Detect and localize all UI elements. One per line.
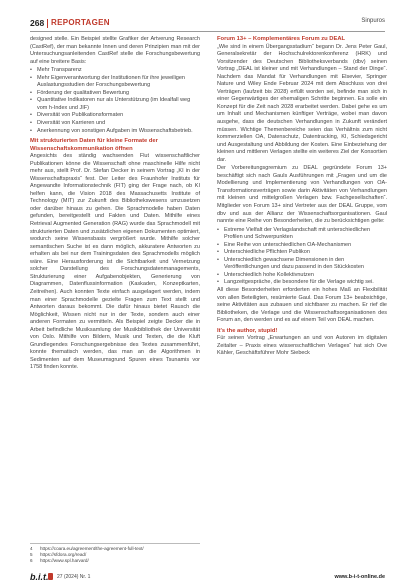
- principles-list: [30, 67, 200, 135]
- list-item: • Eine Reihe von unterschiedlichen OA-Mechanismen: [217, 242, 387, 250]
- list-item: • Mehr Transparenz: [30, 67, 200, 75]
- footnote: 5 https://sfdora.org/read/: [30, 552, 87, 557]
- website-link[interactable]: www.b-i-t-online.de: [334, 574, 385, 580]
- list-item: • Unterschiedlich gewachsene Dimensionen in den Veröffentlichungen und dazu passend in den Stückkosten: [217, 257, 387, 272]
- page-footer: [30, 572, 385, 582]
- footnotes: [30, 543, 200, 564]
- list-item: • Quantitative Indikatoren nur als Unterstützung (im Idealfall weg vom h-Index und JIF): [30, 97, 200, 112]
- list-item: • Diversität von Karrieren und: [30, 120, 200, 128]
- header-rule: [30, 31, 385, 32]
- footnote-link[interactable]: https://www.spl.harvard/: [40, 558, 89, 563]
- list-item: • Unterschiedliche Pflichten Publikon: [217, 249, 387, 257]
- journal-logo: b.i.t.: [30, 572, 49, 582]
- footnote-link[interactable]: https://sfdora.org/read/: [40, 552, 87, 557]
- list-item: • Langzeitgespräche, die besondere für die Verlage wichtig sei.: [217, 279, 387, 287]
- section-heading: Mit strukturierten Daten für kleine Formate der Wissenschaftskommunikation öffnen: [30, 138, 158, 152]
- section-heading: It's the author, stupid!: [217, 327, 278, 334]
- left-column: [30, 36, 200, 373]
- body-paragraph: Für seinen Vortrag „Erwartungen an und von Autoren im digitalen Zeitalter – Praxis eines wissenschaftlichen Verlages“ hat sich Ove Kähler, Geschäftsführer Mohr Siebeck: [217, 335, 387, 357]
- page-header: [30, 18, 385, 30]
- issue-info: 27 (2024) Nr. 1: [57, 574, 91, 580]
- body-paragraph: All diese Besonderheiten erforderten ein hohes Maß an Flexibilität von allen Beteiligten, resümierte Gaul. Das Forum 13+ beabsichtige, seine Aktivitäten aus zubauen und sichtbarer zu machen. Er rief die Bibliotheken, die Verlage und die Wissenschaftsorganisationen des Forum an, den werden und es auf einem Teil von DEAL machen.: [217, 287, 387, 324]
- list-item: • Förderung der qualitativen Bewertung: [30, 90, 200, 98]
- logo-mark: [48, 573, 53, 580]
- list-item: • Extreme Vielfalt der Verlagslandschaft mit unterschiedlichen Profilen und Schwerpunkten: [217, 227, 387, 242]
- body-paragraph: „Wie sind in einem Übergangsstadium“ begann Dr. Jens Peter Gaul, Generalsekretär der Hochschulrektorenkonferenz (HRK) und Vorsitzender des Deutschen Bibliotheksverbands (dbv) seinen Vortrag „DEAL ist kleiner und mit Verhandlungen – Stand der Dinge“. Nachdem das Mandat für Verhandlungen mit Elsevier, Springer Nature und Wiley Ende Februar 2024 mit dem Abschluss von drei Verträgen (laufzeit bis 2028) erfüllt worden sei, befinde man sich in einer Gegenwärtiges der ehemaligen Schritte beginnen. Es solle ein Konzept für die Zeit nach 2028 erarbeitet werden. Dabei gehe es um um Inhalt und Mechanismen künftiger Verträge, wobei man davon ausgehe, dass die deutschen Verhandlungen in Zukunft verändert müssen. Wichtige Themenbereiche seien das Verhältnis zum nicht kommerziellen OA, Datenschutz, Datentracking, KI, Schiedsgericht und Ausgestaltung und Abbildung der Kosten. Eine Einbeziehung der kleinen und mittleren Verlagen stellte ein weiteres Ziel der Konsortien dar.: [217, 43, 387, 163]
- intro-paragraph: designed stelle. Ein Beispiel stellte Grafiker der Artverung Research (CastRef), der man bekannte Innen und deren Prinzipien man mit der Untersuchungsanleitenden CastRef stelle die Forschungsbewertung auf eine breitere Basis:: [30, 36, 200, 65]
- list-item: • Mehr Eigenverantwortung der Institutionen für ihre jeweiligen Auslastungsstudien der Forschungsbewertung: [30, 75, 200, 90]
- page-number: 268: [30, 18, 45, 28]
- right-column: [217, 36, 387, 359]
- body-paragraph: Der Vorbereitungsgremium zu DEAL gegründete Forum 13+ beschäftigt sich nach Gauls Ausführungen mit „Fragen und um die Modellierung und Implementierung von Verhandlungen von OA-Transformationsverträgen sowie darin Aktivitäten von Verhandlungen mit kleinen und mittelgroßen Verlagen bzw. Fachgesellschaften“. Mitglieder von Forum 13+ sind Vertreter aus der DEAL Gruppe, vom dbv und aus der Allianz der Wissenschaftsorganisationen. Gaul nannte eine Reihe von Besonderheiten, die zu berücksichtigen gelte:: [217, 165, 387, 225]
- body-paragraph: Angesichts des ständig wachsenden Flut wissenschaftlicher Publikationen könne die Wissenschaft ohne maschinelle Hilfe nicht mehr aus, stellt Prof. Dr. Stefan Decker in seinem Vortrag „KI in der Wissenschaftspraxis“ fest. Der Leiter des Fraunhofer Instituts für Angewandte Informationstechnik (FIT) ging der Frage nach, ob KI helfen kann, die Vision 2018 des Massachusetts Institute of Technology (MIT) zur Zukunft des Bibliothekswesens umzusetzen oder darüber hinaus zu gehen. Die Sprachmodelle haben Daten gefunden, bereitgestellt und Fakten und Daten. Mithilfe eines Retrieval Augmented Generation (RAG) wurde das Sprachmodell mit strukturierten Daten und zusätzlichen eigenen Dokumenten optimiert, wodurch seine Wissensbasis vergrößert wurde. Mithilfe solcher semantischen Suche ist es dann möglich, akkuratere Antworten zu erhalten als bei nur dem Trainingsdaten des Sprachmodells möglich wäre. Eine Herausforderung ist die Sichtbarkeit und Vernetzung solcher Darstellung des Forschungsdatenmanagements, Strukturierung einer Aufgabenobjekten, Generierung von Diagrammen, Datenflussinformation (Kaskaden, Konzeptkarten, Zeitreihen). Auch konnten Texte einfach ausgelagert werden, indem man einer Sprachmodelle gezielte Fragen zum Text stellt und Antworten daraus bekommt. Die dafür hinaus bietet Rausch die Möglichkeit, Wissen nicht nur in der Texte, sondern auch einer anderen Formaten zu vermitteln. Als Beispiel zeigte Decker die in Arbeit befindliche Musiksamlung der Musikbibliothek der Universität von Oslo. Mithilfe von Bildern, Musik und Texten, die die Kluft Grundlegendes Forschungsergebnisse des Textes zusammenführt, konnte thematisch werden, das man an die Algorithmen in Sedimenten auf dem Museumsgrund Spuren eines Tsunamis vor 1758 finden konnte.: [30, 153, 200, 371]
- header-kicker: Sinpuros: [361, 18, 385, 24]
- header-divider: [47, 19, 48, 28]
- section-title: REPORTAGEN: [51, 18, 110, 27]
- list-item: • Unterschiedlich hohe Kollektivnutzen: [217, 272, 387, 280]
- features-list: [217, 227, 387, 287]
- section-heading: Forum 13+ – Komplementäres Forum zu DEAL: [217, 36, 346, 42]
- footnote: 4 https://coara.eu/agreement/the-agreement-full-text/: [30, 546, 144, 551]
- footnote-link[interactable]: https://coara.eu/agreement/the-agreement-full-text/: [40, 546, 144, 551]
- list-item: • Anerkennung von sonstigen Aufgaben im Wissenschaftsbetrieb.: [30, 128, 200, 136]
- list-item: • Diversität von Publikationsformaten: [30, 112, 200, 120]
- footnote: 6 https://www.spl.harvard/: [30, 558, 89, 563]
